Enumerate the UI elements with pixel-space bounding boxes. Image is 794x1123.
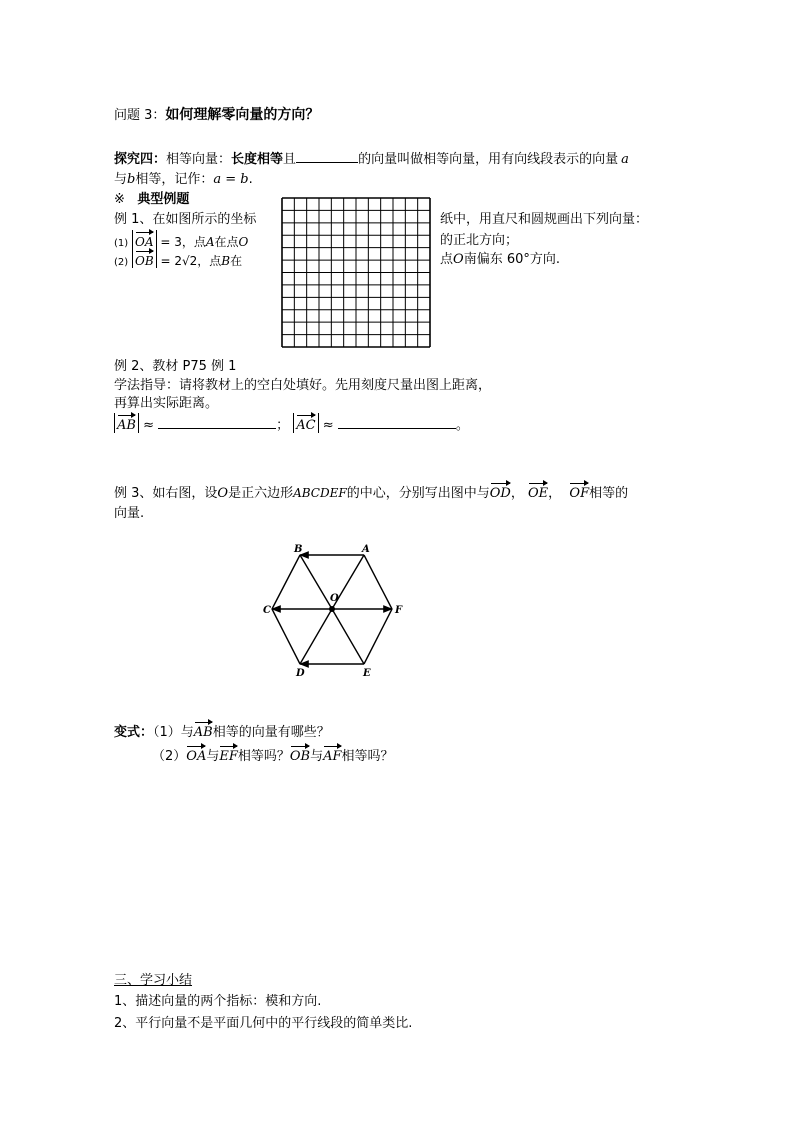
example-2-guide-1: 学法指导：请将教材上的空白处填好。先用刻度尺量出图上距离， — [114, 378, 492, 393]
variant-vector-ef: EF — [219, 744, 238, 764]
explore-4-line2-pre: 与 — [114, 172, 128, 187]
approx-sign-1: ≈ — [143, 418, 154, 433]
edge-fa — [364, 555, 392, 609]
example-3-line-1 — [114, 481, 628, 501]
vector-ob: OB — [135, 249, 154, 268]
point-b: B — [221, 254, 231, 268]
hexagon-figure — [260, 538, 410, 684]
ex3-t1: 例 3、如右图，设 — [114, 486, 218, 501]
example-1-title: 例 1、在如图所示的坐标 — [114, 212, 257, 227]
spoke-ob — [300, 555, 332, 609]
example-2-answer-line — [114, 413, 469, 433]
example-2-guide-2: 再算出实际距离。 — [114, 396, 219, 411]
equal-equation: a = b — [213, 172, 249, 187]
right-3-post: 南偏东 60°方向. — [463, 252, 560, 267]
explore-4-blank[interactable] — [296, 150, 358, 163]
variant-vector-ab: AB — [194, 720, 213, 740]
right-3-pre: 点 — [440, 252, 454, 267]
summary-title: 三、学习小结 — [114, 973, 193, 988]
ex3-t4: 相等的 — [589, 486, 629, 501]
summary-item-1: 1、描述向量的两个指标：模和方向. — [114, 994, 322, 1009]
label-a: A — [362, 544, 370, 555]
explore-4-line-1 — [114, 148, 629, 167]
part-2-tail: 在 — [230, 254, 243, 268]
ex3-comma-1: ， — [510, 486, 524, 501]
ex3-t3: 的中心，分别写出图中与 — [346, 486, 490, 501]
label-o: O — [330, 593, 339, 604]
question-3 — [114, 104, 319, 124]
variant-line-1 — [114, 720, 330, 740]
variant-2-t2: 相等吗？ — [237, 749, 290, 764]
variant-2-t1: 与 — [206, 749, 220, 764]
reference-mark-icon: ※ — [114, 192, 125, 207]
example-1-right-2: 的正北方向； — [440, 233, 519, 248]
part-2-num: (2) — [114, 257, 129, 268]
label-b: B — [294, 544, 303, 555]
example-2-title: 例 2、教材 P75 例 1 — [114, 359, 237, 374]
vector-of: OF — [569, 481, 589, 501]
question-3-text: 如何理解零向量的方向？ — [165, 107, 320, 123]
example-1-part-2 — [114, 249, 242, 269]
example-1-part-1 — [114, 230, 248, 250]
variant-label: 变式： — [114, 725, 154, 740]
variant-vector-oa: OA — [186, 744, 206, 764]
typical-examples-title: 典型例题 — [137, 192, 190, 207]
explore-4-text-3: 且 — [283, 152, 297, 167]
label-c: C — [263, 605, 271, 616]
example-1-right-1: 纸中，用直尺和圆规画出下列向量： — [440, 212, 649, 227]
ab-length-blank[interactable] — [158, 416, 276, 429]
variant-2-t3: 与 — [310, 749, 324, 764]
var-a: a — [621, 152, 629, 167]
variant-1-tail: 相等的向量有哪些？ — [212, 725, 330, 740]
end-mark: 。 — [455, 418, 469, 433]
approx-sign-2: ≈ — [322, 418, 334, 433]
variant-2-num: （2） — [152, 749, 187, 764]
part-1-tail: 在点 — [214, 235, 239, 249]
example-3-line-2: 向量. — [114, 506, 145, 521]
vector-od: OD — [490, 481, 511, 501]
spoke-od — [300, 609, 332, 664]
point-o: O — [238, 235, 249, 249]
explore-4-text-1: 相等向量： — [166, 152, 232, 167]
explore-4-text-4: 的向量叫做相等向量，用有向线段表示的向量 — [358, 152, 619, 167]
label-e: E — [363, 668, 371, 679]
coordinate-grid-paper — [281, 197, 431, 348]
hexagon-name: ABCDEF — [293, 486, 347, 500]
edge-bc — [272, 555, 300, 609]
ac-length-blank[interactable] — [338, 416, 456, 429]
vector-ab: AB — [117, 413, 136, 433]
label-f: F — [395, 605, 403, 616]
summary-item-2: 2、平行向量不是平面几何中的平行线段的简单类比. — [114, 1016, 413, 1031]
explore-4-line2-mid: 相等，记作： — [135, 172, 214, 187]
part-1-num: (1) — [114, 238, 129, 249]
label-d: D — [296, 668, 305, 679]
variant-vector-ob: OB — [290, 744, 310, 764]
part-1-eq: = 3，点 — [160, 235, 206, 249]
edge-ef — [364, 609, 392, 664]
vector-oa: OA — [135, 230, 154, 249]
edge-cd — [272, 609, 300, 664]
explore-4-label: 探究四： — [114, 152, 167, 167]
point-a: A — [205, 235, 215, 249]
variant-vector-af: AF — [323, 744, 341, 764]
center-point — [329, 606, 335, 612]
explore-4-text-2: 长度相等 — [231, 152, 284, 167]
explore-4-period: . — [248, 172, 253, 187]
question-3-label: 问题 3： — [114, 108, 166, 123]
example-1-right-3 — [440, 248, 560, 267]
right-3-point-o: O — [453, 252, 464, 267]
spoke-oe — [332, 609, 364, 664]
variant-2-t4: 相等吗？ — [341, 749, 394, 764]
vector-ac: AC — [296, 413, 315, 433]
ex3-point-o: O — [217, 486, 229, 501]
ex3-t2: 是正六边形 — [228, 486, 294, 501]
vector-oe: OE — [528, 481, 548, 501]
variant-line-2 — [152, 744, 394, 764]
explore-4-line-2 — [114, 168, 253, 187]
separator: ； — [276, 418, 290, 433]
var-b: b — [127, 172, 136, 187]
typical-examples-heading — [114, 188, 189, 207]
variant-1-num: （1）与 — [153, 725, 194, 740]
ex3-comma-2: ， — [548, 486, 562, 501]
part-2-eq: = 2√2，点 — [160, 254, 222, 268]
